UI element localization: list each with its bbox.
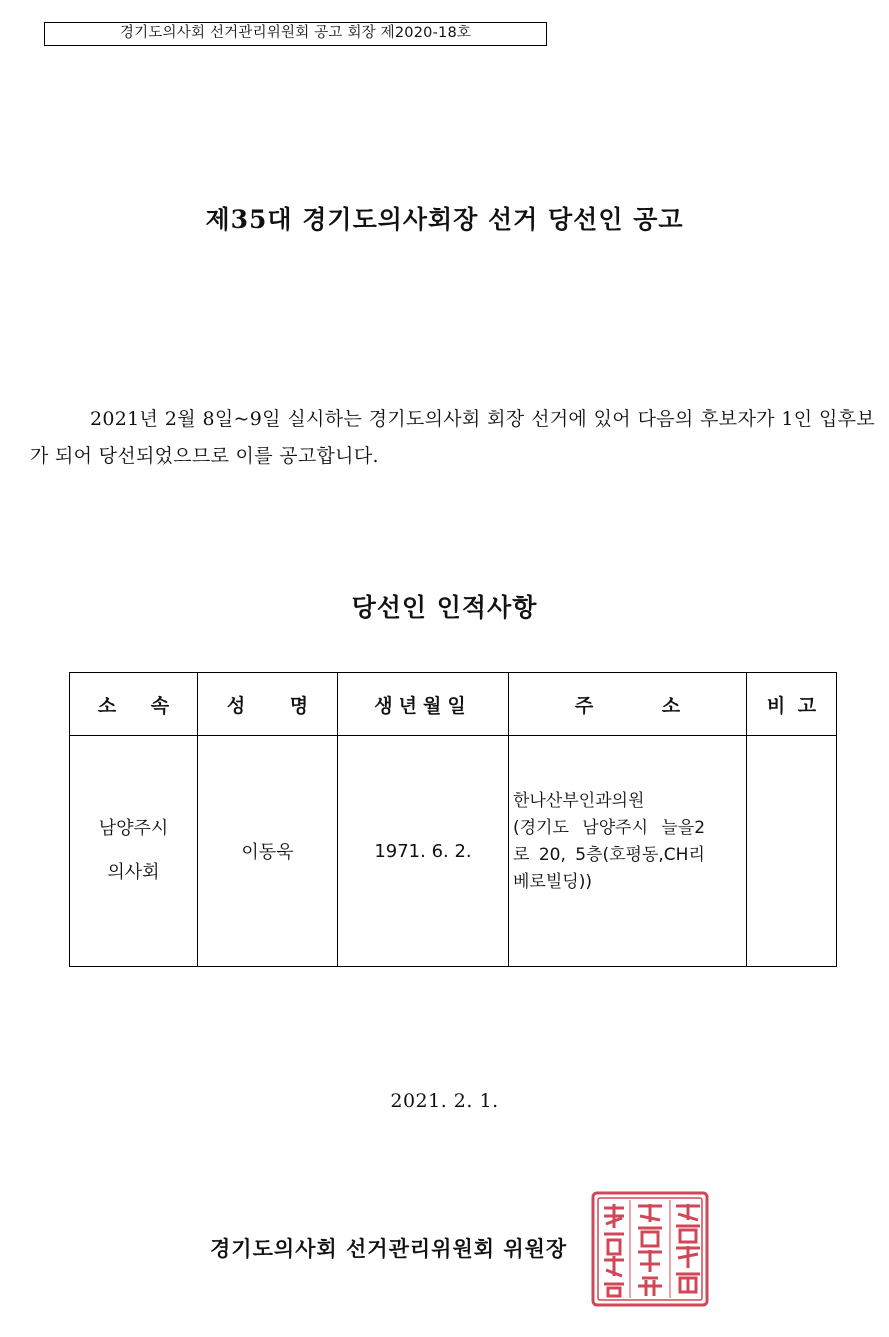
table-row: [70, 736, 837, 967]
cell-address: [509, 736, 747, 967]
cell-note: [747, 736, 837, 967]
body-paragraph: 2021년 2월 8일~9일 실시하는 경기도의사회 회장 선거에 있어 다음의 후보자가 1인 입후보가 되어 당선되었으므로 이를 공고합니다.: [30, 408, 875, 467]
affiliation-line1: 남양주시: [98, 818, 169, 839]
cell-affiliation: [70, 736, 198, 967]
header-note: [747, 673, 837, 736]
header-name: [198, 673, 338, 736]
notice-date: 2021. 2. 1.: [390, 1090, 499, 1112]
header-affiliation-label: 소 속: [97, 694, 170, 717]
official-seal-icon: [590, 1190, 710, 1308]
winner-name: 이동욱: [241, 842, 294, 863]
cell-birth-date: [338, 736, 509, 967]
section-title: 당선인 인적사항: [351, 593, 538, 622]
notice-number: 경기도의사회 선거관리위원회 공고 회장 제2020-18호: [119, 25, 472, 41]
header-address: [509, 673, 747, 736]
document-title: 제35대 경기도의사회장 선거 당선인 공고: [205, 205, 684, 234]
header-note-label: 비 고: [766, 694, 817, 717]
header-birth-date: [338, 673, 509, 736]
header-affiliation: [70, 673, 198, 736]
winner-info-table: [69, 672, 837, 967]
table-header-row: [70, 673, 837, 736]
cell-name: [198, 736, 338, 967]
header-birth-date-label: 생년월일: [374, 694, 472, 717]
affiliation-line2: 의사회: [107, 862, 160, 883]
header-address-label: 주 소: [574, 694, 681, 717]
address-line2: (경기도 남양주시 늘을2: [513, 818, 706, 838]
address-line4: 베로빌딩)): [513, 872, 592, 892]
signature-line: 경기도의사회 선거관리위원회 위원장: [210, 1236, 568, 1261]
address-line1: 한나산부인과의원: [513, 791, 645, 811]
address-line3: 로 20, 5층(호평동,CH리: [513, 845, 705, 865]
winner-birth-date: 1971. 6. 2.: [374, 840, 472, 862]
header-name-label: 성 명: [226, 694, 309, 717]
notice-number-box: [44, 22, 547, 46]
